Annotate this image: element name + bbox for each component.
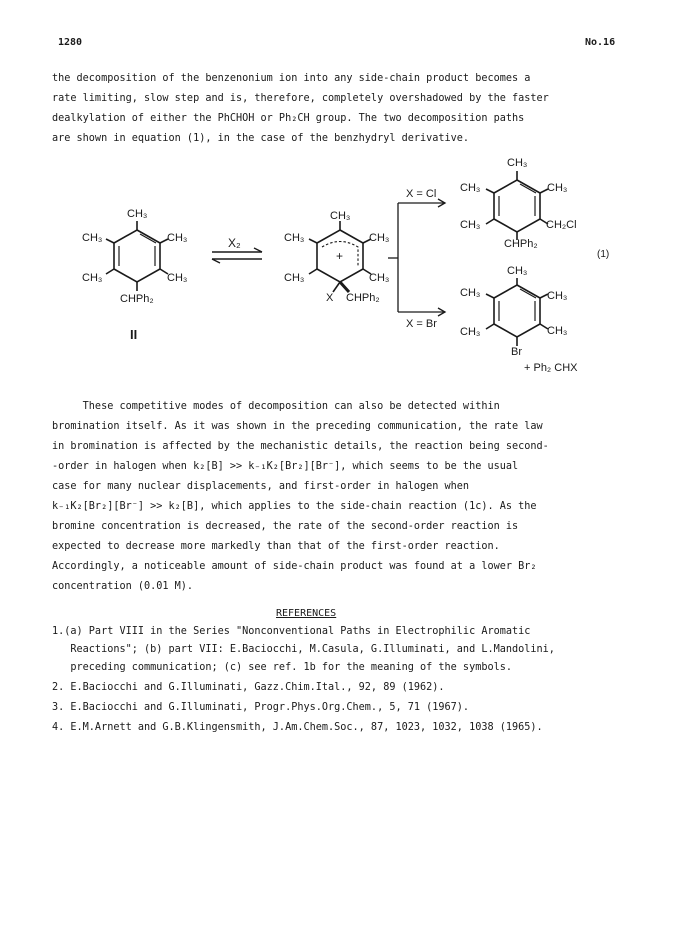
ch3-label: CH₃ bbox=[460, 287, 481, 299]
ch3-label: CH₃ bbox=[167, 272, 188, 284]
chph2-label: CHPh₂ bbox=[120, 293, 154, 305]
compound-label: II bbox=[130, 327, 138, 342]
ch3-label: CH₃ bbox=[460, 326, 481, 338]
text-line: concentration (0.01 M). bbox=[52, 581, 194, 592]
reference-line: 4. E.M.Arnett and G.B.Klingensmith, J.Am.Chem.Soc., 87, 1023, 1032, 1038 (1965). bbox=[52, 722, 543, 733]
ring-product-br bbox=[486, 278, 548, 346]
text-line: bromine concentration is decreased, the rate of the second-order reaction is bbox=[52, 521, 519, 532]
branch-bracket bbox=[388, 199, 445, 316]
ring-product-cl bbox=[486, 171, 548, 240]
text-line: case for many nuclear displacements, and first-order in halogen when bbox=[52, 481, 470, 492]
reference-line: preceding communication; (c) see ref. 1b for the meaning of the symbols. bbox=[52, 662, 513, 673]
equilibrium-arrow bbox=[212, 248, 262, 263]
text-line: expected to decrease more markedly than that of the first-order reaction. bbox=[52, 541, 500, 552]
ch3-label: CH₃ bbox=[460, 182, 481, 194]
chph2-label: CHPh₂ bbox=[504, 238, 538, 250]
ch3-label: CH₃ bbox=[167, 232, 188, 244]
condition-cl-label: X = Cl bbox=[406, 188, 437, 200]
text-line: Accordingly, a noticeable amount of side-chain product was found at a lower Br₂ bbox=[52, 561, 537, 572]
byproduct-label: + Ph₂ CHX bbox=[524, 362, 578, 374]
charge-symbol: + bbox=[336, 249, 344, 263]
ch3-label: CH₃ bbox=[369, 272, 390, 284]
ch3-label: CH₃ bbox=[369, 232, 390, 244]
ch3-label: CH₃ bbox=[547, 182, 568, 194]
ch3-label: CH₃ bbox=[507, 265, 528, 277]
ch3-label: CH₃ bbox=[547, 290, 568, 302]
issue-number: No.16 bbox=[585, 37, 616, 48]
ch3-label: CH₃ bbox=[284, 232, 305, 244]
text-line: are shown in equation (1), in the case of the benzhydryl derivative. bbox=[52, 133, 470, 144]
ch3-label: CH₃ bbox=[284, 272, 305, 284]
page-number: 1280 bbox=[58, 37, 83, 48]
equation-number: (1) bbox=[597, 249, 610, 260]
text-line: dealkylation of either the PhCHOH or Ph₂CH group. The two decomposition paths bbox=[52, 113, 525, 124]
ch3-label: CH₃ bbox=[82, 272, 103, 284]
chph2-label: CHPh₂ bbox=[346, 292, 380, 304]
text-line: in bromination is affected by the mechanistic details, the reaction being second- bbox=[52, 441, 549, 452]
ch3-label: CH₃ bbox=[127, 208, 148, 220]
condition-br-label: X = Br bbox=[406, 318, 437, 330]
ch3-label: CH₃ bbox=[82, 232, 103, 244]
reference-line: Reactions"; (b) part VII: E.Baciocchi, M.Casula, G.Illuminati, and L.Mandolini, bbox=[52, 644, 555, 655]
text-line: the decomposition of the benzenonium ion into any side-chain product becomes a bbox=[52, 73, 531, 84]
ch3-label: CH₃ bbox=[460, 219, 481, 231]
text-line: k₋₁K₂[Br₂][Br⁻] >> k₂[B], which applies to the side-chain reaction (1c). As the bbox=[52, 501, 537, 512]
ch3-label: CH₃ bbox=[330, 210, 351, 222]
references-heading: REFERENCES bbox=[276, 608, 337, 619]
reference-line: 1.(a) Part VIII in the Series "Nonconventional Paths in Electrophilic Aromatic bbox=[52, 626, 531, 637]
reference-line: 2. E.Baciocchi and G.Illuminati, Gazz.Chim.Ital., 92, 89 (1962). bbox=[52, 682, 445, 693]
x-substituent-label: X bbox=[326, 292, 334, 304]
ch3-label: CH₃ bbox=[507, 157, 528, 169]
reagent-label: X₂ bbox=[228, 236, 241, 250]
text-line: rate limiting, slow step and is, therefore, completely overshadowed by the faster bbox=[52, 93, 549, 104]
ring-compound-ii bbox=[106, 221, 168, 291]
ch2cl-label: CH₂Cl bbox=[546, 219, 577, 231]
ch3-label: CH₃ bbox=[547, 325, 568, 337]
br-label: Br bbox=[511, 346, 522, 358]
text-line: These competitive modes of decomposition can also be detected within bbox=[52, 401, 500, 412]
text-line: bromination itself. As it was shown in the preceding communication, the rate law bbox=[52, 421, 543, 432]
reference-line: 3. E.Baciocchi and G.Illuminati, Progr.Phys.Org.Chem., 5, 71 (1967). bbox=[52, 702, 470, 713]
text-line: -order in halogen when k₂[B] >> k₋₁K₂[Br₂][Br⁻], which seems to be the usual bbox=[52, 461, 519, 472]
